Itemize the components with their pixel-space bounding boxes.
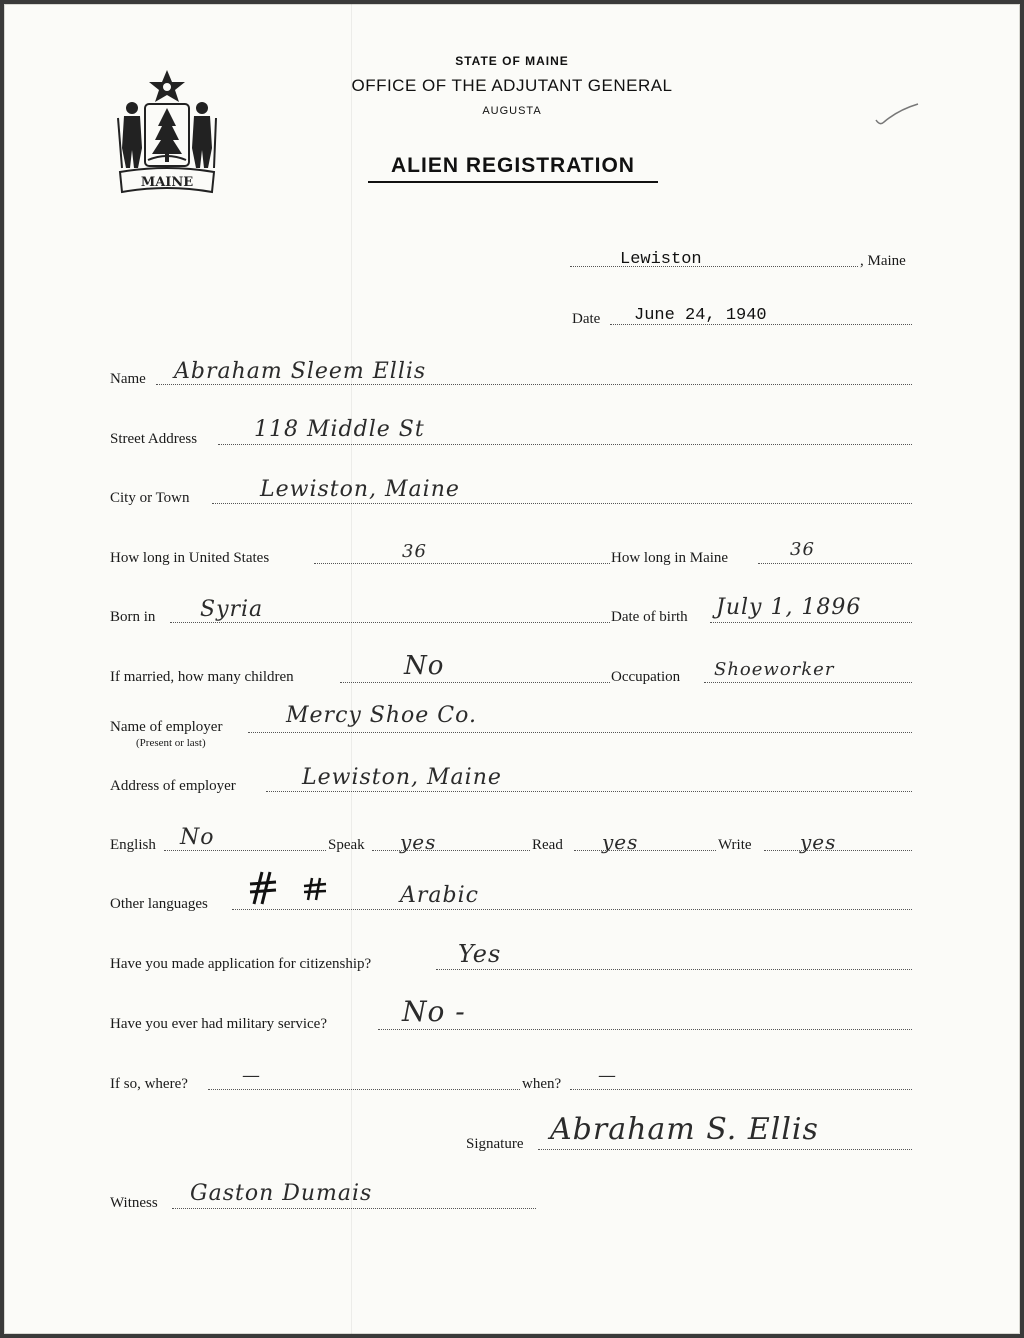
write-label: Write bbox=[718, 837, 752, 853]
name-label: Name bbox=[110, 371, 146, 387]
employer-label: Name of employer bbox=[110, 719, 223, 735]
other-languages-label: Other languages bbox=[110, 896, 208, 912]
maine-years-line bbox=[758, 563, 912, 564]
city-line bbox=[212, 503, 912, 504]
citizenship-line bbox=[436, 969, 912, 970]
header-state: STATE OF MAINE bbox=[455, 54, 569, 68]
born-in-label: Born in bbox=[110, 609, 156, 625]
date-label: Date bbox=[572, 311, 601, 327]
where-value[interactable]: — bbox=[242, 1065, 261, 1086]
dob-label: Date of birth bbox=[611, 609, 688, 625]
city-label: City or Town bbox=[110, 490, 190, 506]
employer-address-value[interactable]: Lewiston, Maine bbox=[302, 765, 502, 790]
when-value[interactable]: — bbox=[598, 1065, 617, 1086]
city-value[interactable]: Lewiston, Maine bbox=[260, 477, 460, 502]
read-label: Read bbox=[532, 837, 563, 853]
where-label: If so, where? bbox=[110, 1076, 188, 1092]
dob-line bbox=[710, 622, 912, 623]
occupation-label: Occupation bbox=[611, 669, 681, 685]
seal-text: MAINE bbox=[140, 175, 194, 190]
form-title: ALIEN REGISTRATION bbox=[368, 154, 658, 183]
maine-years-label: How long in Maine bbox=[611, 550, 729, 566]
occupation-value[interactable]: Shoeworker bbox=[714, 659, 835, 680]
witness-label: Witness bbox=[110, 1195, 158, 1211]
registration-form bbox=[4, 4, 1020, 1334]
military-value[interactable]: No - bbox=[402, 995, 466, 1028]
date-value[interactable]: June 24, 1940 bbox=[634, 306, 767, 325]
speak-value[interactable]: yes bbox=[400, 830, 437, 854]
dob-value[interactable]: July 1, 1896 bbox=[716, 595, 862, 620]
english-value[interactable]: No bbox=[180, 825, 215, 850]
citizenship-label: Have you made application for citizenship? bbox=[110, 956, 372, 972]
children-line bbox=[340, 682, 610, 683]
english-line bbox=[164, 850, 326, 851]
signature-label: Signature bbox=[466, 1136, 524, 1152]
speak-line bbox=[372, 850, 530, 851]
us-years-value[interactable]: 36 bbox=[402, 541, 427, 562]
born-in-line bbox=[170, 622, 610, 623]
citizenship-value[interactable]: Yes bbox=[458, 940, 502, 968]
us-years-label: How long in United States bbox=[110, 550, 270, 566]
write-line bbox=[764, 850, 912, 851]
write-value[interactable]: yes bbox=[800, 830, 837, 854]
english-label: English bbox=[110, 837, 156, 853]
witness-value[interactable]: Gaston Dumais bbox=[190, 1181, 373, 1206]
header-city: AUGUSTA bbox=[482, 105, 542, 117]
employer-sublabel: (Present or last) bbox=[136, 737, 206, 749]
signature-value[interactable]: Abraham S. Ellis bbox=[550, 1112, 819, 1147]
crossed-out-scribble-icon bbox=[248, 864, 348, 914]
when-label: when? bbox=[522, 1076, 562, 1092]
employer-line bbox=[248, 732, 912, 733]
when-line bbox=[570, 1089, 912, 1090]
street-value[interactable]: 118 Middle St bbox=[254, 417, 425, 442]
name-line bbox=[156, 384, 912, 385]
header-office: OFFICE OF THE ADJUTANT GENERAL bbox=[351, 76, 673, 95]
other-languages-value[interactable]: Arabic bbox=[400, 883, 479, 908]
place-value[interactable]: Lewiston bbox=[620, 250, 702, 269]
children-label: If married, how many children bbox=[110, 669, 294, 685]
signature-line bbox=[538, 1149, 912, 1150]
read-value[interactable]: yes bbox=[602, 830, 639, 854]
occupation-line bbox=[704, 682, 912, 683]
read-line bbox=[574, 850, 716, 851]
military-label: Have you ever had military service? bbox=[110, 1016, 327, 1032]
fold-line bbox=[351, 4, 352, 1334]
born-in-value[interactable]: Syria bbox=[200, 597, 264, 622]
place-suffix: , Maine bbox=[860, 253, 906, 269]
street-label: Street Address bbox=[110, 431, 198, 447]
military-line bbox=[378, 1029, 912, 1030]
name-value[interactable]: Abraham Sleem Ellis bbox=[174, 359, 427, 384]
witness-line bbox=[172, 1208, 536, 1209]
employer-address-line bbox=[266, 791, 912, 792]
employer-value[interactable]: Mercy Shoe Co. bbox=[286, 703, 477, 728]
children-value[interactable]: No bbox=[404, 651, 445, 681]
place-line bbox=[570, 266, 858, 267]
maine-years-value[interactable]: 36 bbox=[790, 539, 815, 560]
employer-address-label: Address of employer bbox=[110, 778, 236, 794]
street-line bbox=[218, 444, 912, 445]
where-line bbox=[208, 1089, 520, 1090]
us-years-line bbox=[314, 563, 610, 564]
speak-label: Speak bbox=[328, 837, 365, 853]
